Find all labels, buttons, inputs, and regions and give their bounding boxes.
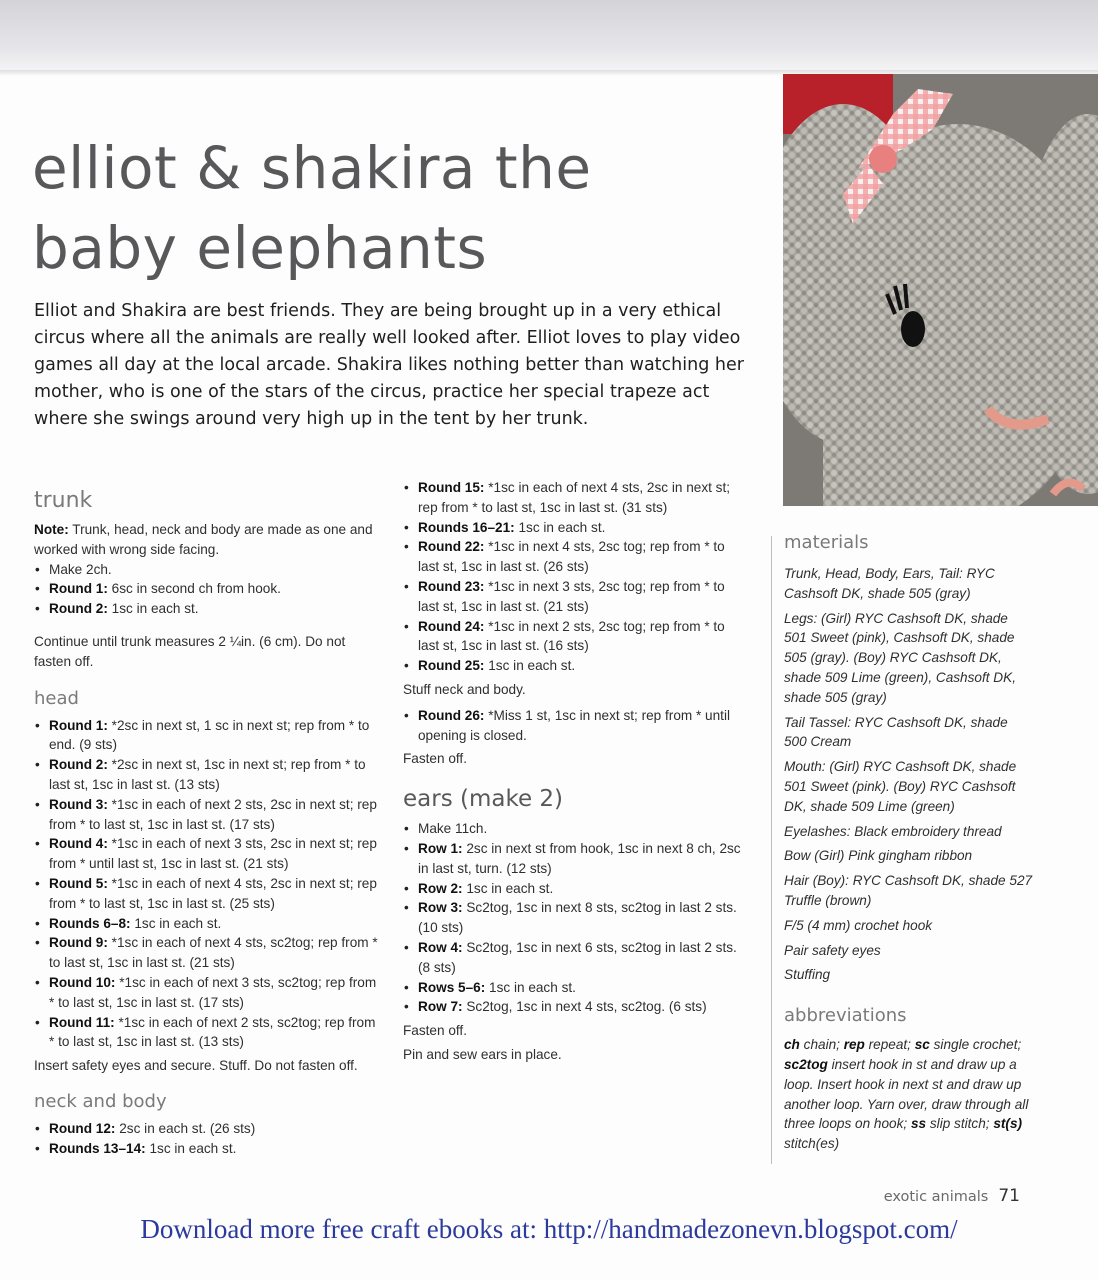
material-item: Pair safety eyes [784, 942, 881, 958]
column-middle [403, 478, 748, 1065]
row-text: *1sc in each of next 3 sts, sc2tog; rep from * to last st, 1sc in last st. (17 sts) [49, 974, 377, 1010]
row-text: 2sc in next st from hook, 1sc in next 8 ch, 2sc in last st, turn. (12 sts) [418, 840, 741, 876]
ears-rows [403, 819, 748, 1017]
list-item [403, 938, 748, 978]
row-text: *1sc in next 2 sts, 2sc tog; rep from * to last st, 1sc in last st. (16 sts) [418, 618, 725, 654]
row-text: *1sc in each of next 3 sts, 2sc in next st; rep from * until last st, 1sc in last st. (21 sts) [49, 836, 377, 872]
note-label: Note: [34, 522, 69, 537]
ears-after-1: Fasten off. [403, 1023, 467, 1039]
abbreviations-heading: abbreviations [784, 1005, 907, 1027]
row-label: Row 2: [418, 880, 463, 896]
row-label: Rounds 6–8: [49, 915, 131, 931]
row-text: 2sc in each st. (26 sts) [115, 1120, 256, 1136]
abbr-def: single crochet; [929, 1037, 1022, 1053]
abbr-def: repeat; [864, 1037, 915, 1053]
list-item [34, 933, 379, 973]
row-label: Round 12: [49, 1120, 116, 1136]
row-text: Make 2ch. [49, 561, 112, 577]
neck-body-after: Fasten off. [403, 751, 467, 767]
list-item [403, 478, 748, 518]
row-label: Rounds 16–21: [418, 519, 515, 535]
list-item [34, 795, 379, 835]
row-label: Round 15: [418, 480, 485, 495]
stuff-note: Stuff neck and body. [403, 681, 526, 697]
list-item [34, 560, 379, 580]
row-text: 1sc in each st. [485, 979, 576, 995]
list-item [34, 834, 379, 874]
head-rows [34, 716, 379, 1053]
abbr-def: stitch(es) [784, 1136, 840, 1152]
list-item [34, 599, 379, 619]
head-heading: head [34, 687, 79, 709]
row-text: *1sc in next 4 sts, 2sc tog; rep from * to last st, 1sc in last st. (26 sts) [418, 539, 725, 575]
row-text: *2sc in next st, 1sc in next st; rep from * to last st, 1sc in last st. (13 sts) [49, 757, 366, 792]
abbr-term: st(s) [993, 1116, 1023, 1132]
abbr-def: chain; [799, 1037, 844, 1053]
note-text: Trunk, head, neck and body are made as one and worked with wrong side facing. [34, 522, 373, 557]
list-item [34, 1013, 379, 1053]
trunk-after: Continue until trunk measures 2 ¼in. (6 cm). Do not fasten off. [34, 633, 346, 669]
row-text: 1sc in each st. [484, 658, 576, 674]
list-item [403, 617, 748, 657]
list-item [403, 706, 748, 746]
list-item [34, 579, 379, 599]
row-text: *1sc in each of next 2 sts, 2sc in next st; rep from * to last st, 1sc in last st. (17 sts) [49, 796, 377, 832]
row-label: Round 26: [418, 707, 485, 723]
section-name: exotic animals [883, 1189, 989, 1205]
elephant-illustration [783, 74, 1098, 506]
list-item [34, 1119, 379, 1139]
abbr-term: ch [784, 1037, 800, 1053]
row-label: Row 3: [418, 900, 463, 916]
abbr-def: insert hook in st and draw up a loop. Insert hook in next st and draw up another loop. Yarn over, draw through all three loops on hook; [784, 1056, 1029, 1132]
row-label: Round 9: [49, 935, 108, 951]
title-line-2: baby elephants [32, 214, 488, 282]
row-label: Round 25: [418, 658, 485, 674]
material-item: Mouth: (Girl) RYC Cashsoft DK, shade 501 Sweet (pink). (Boy) RYC Cashsoft DK, shade 509 Lime (green) [784, 759, 1017, 814]
material-item: Trunk, Head, Body, Ears, Tail: RYC Cashsoft DK, shade 505 (gray) [784, 566, 995, 601]
list-item [403, 898, 748, 938]
row-text: *2sc in next st, 1 sc in next st; rep from * to end. (9 sts) [49, 717, 370, 753]
row-label: Round 2: [49, 757, 108, 773]
row-text: 1sc in each st. [462, 880, 554, 896]
column-divider [771, 536, 772, 1164]
list-item [403, 518, 748, 538]
row-text: *1sc in next 3 sts, 2sc tog; rep from * to last st, 1sc in last st. (21 sts) [418, 578, 725, 614]
row-text: *1sc in each of next 4 sts, sc2tog; rep from * to last st, 1sc in last st. (21 sts) [49, 935, 378, 971]
list-item [34, 973, 379, 1013]
row-text: 1sc in each st. [107, 601, 199, 617]
head-after: Insert safety eyes and secure. Stuff. Do not fasten off. [34, 1058, 358, 1074]
list-item [34, 914, 379, 934]
abbr-term: ss [910, 1116, 927, 1132]
row-text: 6sc in second ch from hook. [107, 581, 281, 597]
material-item: Bow (Girl) Pink gingham ribbon [784, 848, 973, 864]
row-label: Rounds 13–14: [49, 1140, 146, 1156]
row-text: Make 11ch. [418, 821, 488, 837]
neck-body-rows [34, 1119, 379, 1159]
list-item [403, 997, 748, 1017]
row-text: *Miss 1 st, 1sc in next st; rep from * until opening is closed. [418, 707, 730, 743]
list-item [403, 879, 748, 899]
materials-heading: materials [784, 532, 869, 553]
row-label: Round 22: [418, 539, 485, 555]
row-label: Row 7: [418, 999, 463, 1015]
ears-after-2: Pin and sew ears in place. [403, 1046, 562, 1062]
row-text: 1sc in each st. [130, 915, 222, 931]
page-footer [884, 1186, 1020, 1206]
list-item [34, 716, 379, 756]
list-item [403, 656, 748, 676]
scan-top-edge [0, 0, 1098, 70]
material-item: Tail Tassel: RYC Cashsoft DK, shade 500 Cream [784, 714, 1008, 750]
material-item: Hair (Boy): RYC Cashsoft DK, shade 527 Truffle (brown) [784, 873, 1033, 908]
row-label: Round 5: [49, 875, 108, 891]
row-label: Round 1: [49, 581, 108, 597]
row-text: *1sc in each of next 2 sts, sc2tog; rep from * to last st, 1sc in last st. (13 sts) [49, 1014, 376, 1050]
trunk-rows [34, 560, 379, 619]
abbr-def: slip stitch; [926, 1116, 994, 1132]
row-text: *1sc in each of next 4 sts, 2sc in next st; rep from * to last st, 1sc in last st. (25 sts) [49, 875, 377, 911]
row-text: Sc2tog, 1sc in next 4 sts, sc2tog. (6 sts) [462, 999, 707, 1015]
abbr-term: rep [843, 1037, 865, 1053]
download-link[interactable]: Download more free craft ebooks at: http://handmadezonevn.blogspot.com/ [140, 1214, 958, 1244]
row-label: Round 1: [49, 717, 108, 733]
abbr-term: sc2tog [784, 1056, 828, 1072]
abbr-term: sc [914, 1037, 930, 1053]
material-item: F/5 (4 mm) crochet hook [784, 917, 933, 933]
list-item [403, 819, 748, 839]
list-item [403, 839, 748, 879]
row-label: Round 24: [418, 618, 485, 634]
column-left [34, 486, 379, 1159]
trunk-heading: trunk [34, 488, 93, 513]
ears-heading: ears (make 2) [403, 786, 564, 813]
row-label: Row 4: [418, 939, 463, 955]
trunk-note [34, 520, 379, 560]
neck-body-heading: neck and body [34, 1090, 167, 1112]
list-item [34, 755, 379, 795]
row-label: Round 3: [49, 796, 108, 812]
elephant-photo [783, 74, 1098, 506]
row-text: *1sc in each of next 4 sts, 2sc in next st; rep from * to last st, 1sc in last st. (31 sts) [418, 480, 731, 515]
neck-body-rows-continued [403, 478, 748, 676]
row-label: Row 1: [418, 840, 463, 856]
final-row [403, 706, 748, 746]
page-number: 71 [998, 1186, 1020, 1206]
row-text: Sc2tog, 1sc in next 6 sts, sc2tog in last 2 sts. (8 sts) [418, 939, 737, 975]
column-right [784, 530, 1034, 1154]
row-text: 1sc in each st. [514, 519, 606, 535]
row-label: Round 10: [49, 974, 116, 990]
abbreviations-text [784, 1035, 1034, 1154]
list-item [34, 874, 379, 914]
row-label: Round 4: [49, 836, 108, 852]
row-text: Sc2tog, 1sc in next 8 sts, sc2tog in last 2 sts. (10 sts) [418, 900, 737, 936]
material-item: Stuffing [784, 967, 831, 983]
row-label: Rows 5–6: [418, 979, 486, 995]
row-label: Round 23: [418, 578, 485, 594]
list-item [403, 537, 748, 577]
row-label: Round 11: [49, 1014, 115, 1030]
row-text: 1sc in each st. [145, 1140, 237, 1156]
list-item [34, 1139, 379, 1159]
list-item [403, 978, 748, 998]
title-line-1: elliot & shakira the [32, 134, 592, 202]
page-title [32, 128, 772, 288]
intro-paragraph: Elliot and Shakira are best friends. They are being brought up in a very ethical circus where all the animals are really well looked after. Elliot loves to play video games all day at the local arcade. Shakira likes nothing better than watching her mother, who is one of the stars of the circus, practice her special trapeze act where she swings around very high up in the tent by her trunk. [34, 301, 744, 429]
row-label: Round 2: [49, 601, 108, 617]
list-item [403, 577, 748, 617]
material-item: Eyelashes: Black embroidery thread [784, 823, 1002, 839]
material-item: Legs: (Girl) RYC Cashsoft DK, shade 501 Sweet (pink), Cashsoft DK, shade 505 (gray). (Boy) RYC Cashsoft DK, shade 509 Lime (green), Cashsoft DK, shade 505 (gray) [784, 610, 1016, 705]
